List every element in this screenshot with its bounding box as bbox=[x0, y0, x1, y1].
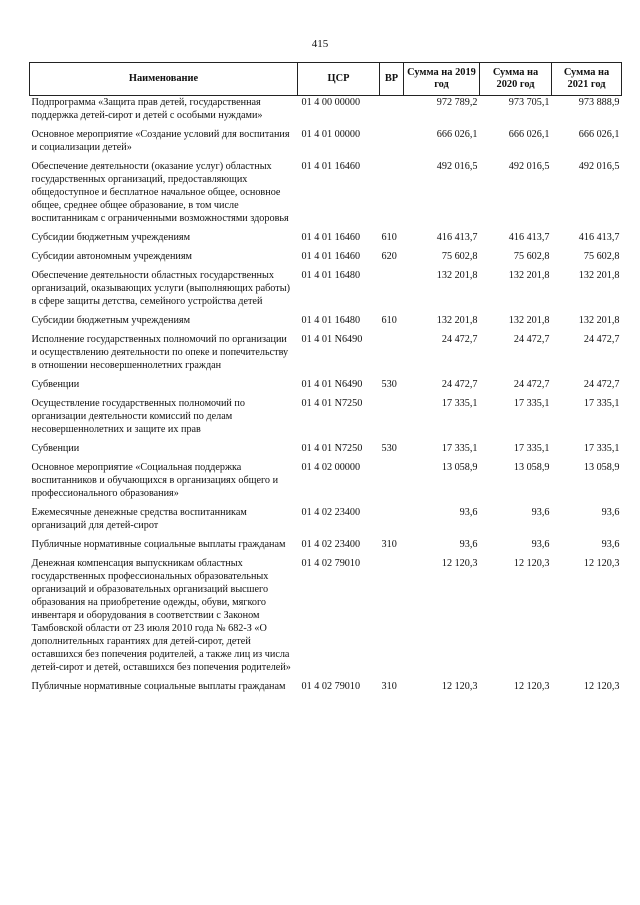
row-sum-2020: 75 602,8 bbox=[513, 251, 550, 262]
row-csr: 01 4 01 16460 bbox=[301, 161, 361, 172]
row-sum-2021: 132 201,8 bbox=[578, 315, 620, 326]
row-name: Субсидии бюджетным учреждениям bbox=[31, 315, 191, 326]
row-csr: 01 4 01 N7250 bbox=[301, 398, 363, 409]
row-vr bbox=[380, 160, 404, 231]
row-name: Субсидии автономным учреждениям bbox=[31, 251, 192, 262]
table-row bbox=[30, 538, 622, 557]
table-body bbox=[30, 96, 622, 700]
row-vr bbox=[380, 506, 404, 538]
row-sum-2019: 972 789,2 bbox=[436, 97, 478, 108]
row-sum-2021: 13 058,9 bbox=[583, 462, 620, 473]
row-vr bbox=[380, 397, 404, 442]
row-vr: 610 bbox=[381, 315, 397, 326]
row-sum-2020: 12 120,3 bbox=[513, 558, 550, 569]
table-row bbox=[30, 160, 622, 231]
row-sum-2020: 24 472,7 bbox=[513, 379, 550, 390]
row-sum-2019: 132 201,8 bbox=[436, 270, 478, 281]
row-name: Денежная компенсация выпускникам областных государственных профессиональных образовательных организаций и образовательных организаций высшего образования на приобретение одежды, обуви, мягкого инвентаря и оборудования в соответствии с Законом Тамбовской области от 23 июля 2010 года № 682-З «О дополнительных гарантиях для детей-сирот, детей оставшихся без попечения родителей, а также лиц из числа детей-сирот и детей, оставшихся без попечения родителей» bbox=[31, 558, 291, 673]
row-csr: 01 4 02 00000 bbox=[301, 462, 361, 473]
row-name: Субсидии бюджетным учреждениям bbox=[31, 232, 191, 243]
row-csr: 01 4 01 16460 bbox=[301, 232, 361, 243]
table-row bbox=[30, 314, 622, 333]
row-sum-2021: 93,6 bbox=[601, 539, 620, 550]
row-sum-2020: 973 705,1 bbox=[508, 97, 550, 108]
row-csr: 01 4 01 00000 bbox=[301, 129, 361, 140]
row-vr: 530 bbox=[381, 443, 397, 454]
table-row bbox=[30, 128, 622, 160]
row-vr: 620 bbox=[381, 251, 397, 262]
row-sum-2019: 93,6 bbox=[459, 507, 478, 518]
header-name: Наименование bbox=[30, 63, 298, 96]
row-csr: 01 4 02 79010 bbox=[301, 681, 361, 692]
row-sum-2019: 12 120,3 bbox=[441, 681, 478, 692]
row-csr: 01 4 02 23400 bbox=[301, 507, 361, 518]
table-row bbox=[30, 269, 622, 314]
row-sum-2019: 132 201,8 bbox=[436, 315, 478, 326]
row-vr bbox=[380, 557, 404, 680]
header-sum-2019: Сумма на 2019 год bbox=[404, 63, 480, 96]
row-name: Обеспечение деятельности областных государственных организаций, оказывающих услуги (выполняющих работы) в сфере защиты детства, семейного устройства детей bbox=[31, 270, 290, 307]
row-sum-2020: 93,6 bbox=[531, 507, 550, 518]
row-csr: 01 4 01 N7250 bbox=[301, 443, 363, 454]
row-sum-2020: 416 413,7 bbox=[508, 232, 550, 243]
row-sum-2020: 132 201,8 bbox=[508, 315, 550, 326]
header-vr: ВР bbox=[380, 63, 404, 96]
row-sum-2020: 93,6 bbox=[531, 539, 550, 550]
row-sum-2020: 666 026,1 bbox=[508, 129, 550, 140]
table-row bbox=[30, 680, 622, 699]
row-csr: 01 4 02 79010 bbox=[301, 558, 361, 569]
header-sum-2021: Сумма на 2021 год bbox=[552, 63, 622, 96]
row-sum-2019: 13 058,9 bbox=[441, 462, 478, 473]
row-name: Основное мероприятие «Создание условий для воспитания и социализации детей» bbox=[31, 129, 290, 153]
table-row bbox=[30, 506, 622, 538]
row-vr bbox=[380, 333, 404, 378]
row-vr: 310 bbox=[381, 539, 397, 550]
row-sum-2020: 13 058,9 bbox=[513, 462, 550, 473]
row-sum-2019: 93,6 bbox=[459, 539, 478, 550]
row-sum-2021: 666 026,1 bbox=[578, 129, 620, 140]
row-sum-2019: 12 120,3 bbox=[441, 558, 478, 569]
row-vr bbox=[380, 128, 404, 160]
row-sum-2021: 12 120,3 bbox=[583, 681, 620, 692]
row-sum-2020: 17 335,1 bbox=[513, 443, 550, 454]
row-csr: 01 4 01 N6490 bbox=[301, 334, 363, 345]
row-csr: 01 4 01 16480 bbox=[301, 270, 361, 281]
table-row bbox=[30, 461, 622, 506]
row-name: Публичные нормативные социальные выплаты гражданам bbox=[31, 681, 286, 692]
table-row bbox=[30, 96, 622, 129]
row-vr bbox=[380, 461, 404, 506]
table-row bbox=[30, 442, 622, 461]
row-sum-2021: 416 413,7 bbox=[578, 232, 620, 243]
row-name: Публичные нормативные социальные выплаты гражданам bbox=[31, 539, 286, 550]
row-csr: 01 4 00 00000 bbox=[301, 97, 361, 108]
row-sum-2021: 492 016,5 bbox=[578, 161, 620, 172]
row-vr: 530 bbox=[381, 379, 397, 390]
row-sum-2020: 24 472,7 bbox=[513, 334, 550, 345]
header-sum-2020: Сумма на 2020 год bbox=[480, 63, 552, 96]
table-row bbox=[30, 231, 622, 250]
header-csr: ЦСР bbox=[298, 63, 380, 96]
row-sum-2021: 12 120,3 bbox=[583, 558, 620, 569]
page-number: 415 bbox=[311, 38, 329, 50]
row-name: Ежемесячные денежные средства воспитанникам организаций для детей-сирот bbox=[31, 507, 247, 531]
table-row bbox=[30, 557, 622, 680]
row-sum-2021: 93,6 bbox=[601, 507, 620, 518]
table-row bbox=[30, 333, 622, 378]
budget-table bbox=[29, 62, 622, 699]
row-sum-2021: 75 602,8 bbox=[583, 251, 620, 262]
row-vr bbox=[380, 269, 404, 314]
row-sum-2019: 666 026,1 bbox=[436, 129, 478, 140]
row-csr: 01 4 01 N6490 bbox=[301, 379, 363, 390]
row-csr: 01 4 01 16460 bbox=[301, 251, 361, 262]
row-sum-2021: 973 888,9 bbox=[578, 97, 620, 108]
row-name: Субвенции bbox=[31, 443, 80, 454]
row-sum-2019: 416 413,7 bbox=[436, 232, 478, 243]
row-name: Основное мероприятие «Социальная поддержка воспитанников и обучающихся в организациях общего и профессионального образования» bbox=[31, 462, 279, 499]
row-csr: 01 4 02 23400 bbox=[301, 539, 361, 550]
row-vr bbox=[380, 96, 404, 129]
row-csr: 01 4 01 16480 bbox=[301, 315, 361, 326]
row-name: Подпрограмма «Защита прав детей, государственная поддержка детей-сирот и детей с особыми нуждами» bbox=[31, 97, 263, 121]
row-name: Обеспечение деятельности (оказание услуг) областных государственных организаций, предоставляющих общедоступное и бесплатное начальное общее, основное общее, среднее общее образование, в том числе воспитанникам с ограниченными возможностями здоровья bbox=[31, 161, 289, 224]
table-row bbox=[30, 378, 622, 397]
row-sum-2019: 24 472,7 bbox=[441, 334, 478, 345]
row-sum-2019: 24 472,7 bbox=[441, 379, 478, 390]
row-sum-2020: 12 120,3 bbox=[513, 681, 550, 692]
row-sum-2021: 132 201,8 bbox=[578, 270, 620, 281]
row-sum-2021: 17 335,1 bbox=[583, 443, 620, 454]
row-sum-2019: 75 602,8 bbox=[441, 251, 478, 262]
row-vr: 610 bbox=[381, 232, 397, 243]
row-vr: 310 bbox=[381, 681, 397, 692]
row-sum-2020: 132 201,8 bbox=[508, 270, 550, 281]
row-sum-2019: 17 335,1 bbox=[441, 398, 478, 409]
row-sum-2020: 17 335,1 bbox=[513, 398, 550, 409]
row-sum-2021: 17 335,1 bbox=[583, 398, 620, 409]
table-row bbox=[30, 250, 622, 269]
row-name: Исполнение государственных полномочий по организации и осуществлению деятельности по опеке и попечительству в отношении несовершеннолетних граждан bbox=[31, 334, 289, 371]
row-sum-2019: 17 335,1 bbox=[441, 443, 478, 454]
row-sum-2021: 24 472,7 bbox=[583, 379, 620, 390]
table-row bbox=[30, 397, 622, 442]
row-sum-2021: 24 472,7 bbox=[583, 334, 620, 345]
table-header bbox=[30, 63, 622, 96]
row-name: Субвенции bbox=[31, 379, 80, 390]
row-sum-2020: 492 016,5 bbox=[508, 161, 550, 172]
row-name: Осуществление государственных полномочий по организации деятельности комиссий по делам несовершеннолетних и защите их прав bbox=[31, 398, 245, 435]
row-sum-2019: 492 016,5 bbox=[436, 161, 478, 172]
